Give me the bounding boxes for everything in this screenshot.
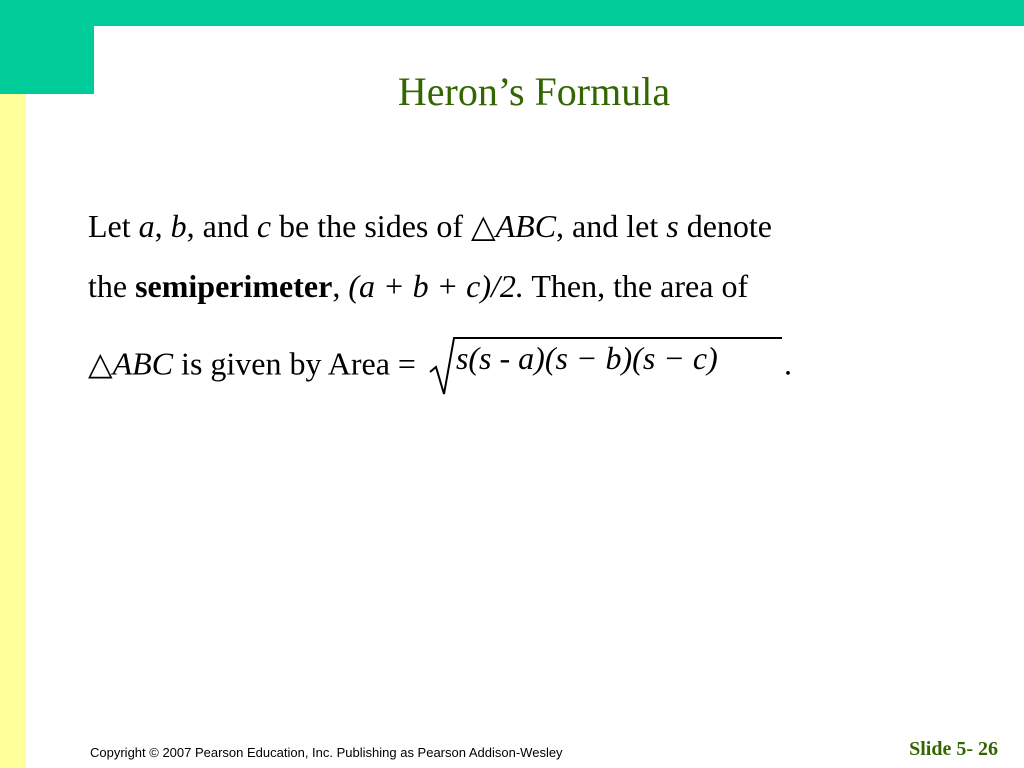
slide-number: Slide 5- 26 <box>909 738 998 760</box>
text-let: Let <box>88 208 131 244</box>
text-be-sides: be the sides of <box>279 208 463 244</box>
text-comma: , <box>332 268 341 304</box>
triangle-abc: ABC <box>112 345 174 382</box>
term-semiperimeter: semiperimeter <box>135 268 333 304</box>
text-denote: denote <box>686 208 772 244</box>
triangle-abc: ABC <box>495 208 557 244</box>
text-then-area: Then, the area of <box>531 268 749 304</box>
semiperimeter-formula: (a + b + c)/2. <box>348 268 524 304</box>
text-the: the <box>88 268 128 304</box>
top-decorative-bar <box>0 0 1024 26</box>
var-s: s <box>666 208 679 244</box>
text-comma: , <box>154 208 163 244</box>
body-line-1 <box>88 206 772 246</box>
square-root <box>428 336 784 398</box>
footer-copyright: Copyright © 2007 Pearson Education, Inc. Publishing as Pearson Addison-Wesley <box>90 745 563 760</box>
text-period: . <box>783 345 792 382</box>
text-given-by: is given by Area = <box>181 345 416 382</box>
var-b: b <box>170 208 187 244</box>
triangle-symbol: △ <box>88 345 113 382</box>
var-c: c <box>256 208 272 244</box>
text-and-let: , and let <box>556 208 659 244</box>
radicand-expression: s(s - a)(s − b)(s − c) <box>455 340 718 376</box>
var-a: a <box>138 208 155 244</box>
triangle-symbol: △ <box>471 208 496 244</box>
body-line-3 <box>88 336 792 398</box>
text-and: , and <box>186 208 249 244</box>
body-line-2 <box>88 266 748 306</box>
slide-title: Heron’s Formula <box>397 69 671 114</box>
